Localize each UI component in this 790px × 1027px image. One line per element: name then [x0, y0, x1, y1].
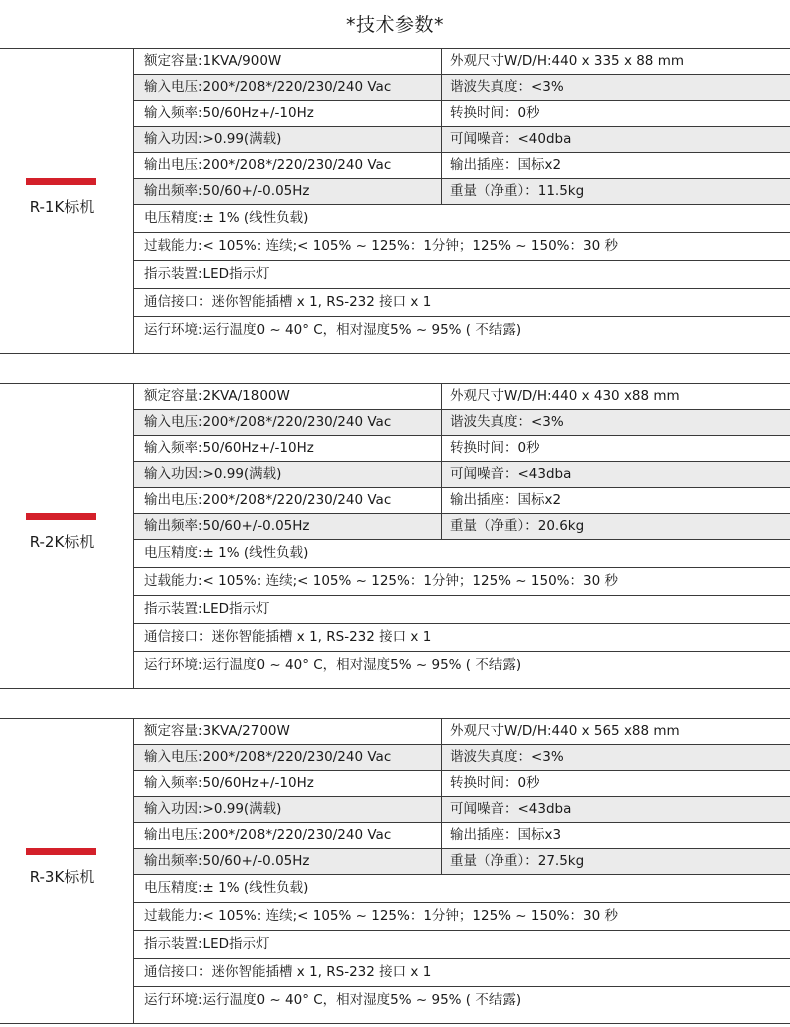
table-row	[134, 462, 790, 488]
table-row	[134, 410, 790, 436]
spec-cell: 转换时间：0秒	[450, 440, 540, 456]
spec-cell: 输入功因:>0.99(满载)	[134, 127, 442, 152]
model-label: R-3K标机	[29, 868, 95, 886]
spec-cell: 过载能力:< 105%: 连续;< 105% ~ 125%：1分钟；125% ~ 150%：30 秒	[144, 238, 618, 254]
spec-cell: 输入电压:200*/208*/220/230/240 Vac	[134, 410, 442, 435]
spec-rows	[134, 719, 790, 1015]
table-row	[134, 719, 790, 745]
spec-cell: 外观尺寸W/D/H:440 x 335 x 88 mm	[450, 53, 684, 69]
model-accent-bar	[26, 178, 96, 185]
spec-cell: 谐波失真度：<3%	[442, 75, 790, 100]
table-row	[134, 771, 790, 797]
spec-cell: 可闻噪音：<40dba	[442, 127, 790, 152]
table-row	[134, 959, 790, 987]
table-row	[134, 261, 790, 289]
spec-cell: 输入功因:>0.99(满载)	[134, 462, 442, 487]
spec-cell: 电压精度:± 1% (线性负载)	[144, 880, 309, 896]
spec-cell: 通信接口：迷你智能插槽 x 1, RS-232 接口 x 1	[144, 294, 432, 310]
model-accent-bar	[26, 513, 96, 520]
table-row	[134, 205, 790, 233]
spec-cell: 输入频率:50/60Hz+/-10Hz	[134, 771, 442, 796]
table-row	[134, 823, 790, 849]
table-row	[134, 317, 790, 345]
spec-cell: 外观尺寸W/D/H:440 x 565 x88 mm	[450, 723, 680, 739]
table-row	[134, 797, 790, 823]
spec-cell: 额定容量:1KVA/900W	[134, 49, 442, 74]
spec-cell: 输出频率:50/60+/-0.05Hz	[134, 849, 442, 874]
table-row	[134, 875, 790, 903]
spec-cell: 运行环境:运行温度0 ~ 40° C，相对湿度5% ~ 95% ( 不结露)	[144, 992, 522, 1008]
spec-cell: 输入电压:200*/208*/220/230/240 Vac	[134, 745, 442, 770]
spec-cell: 输入功因:>0.99(满载)	[134, 797, 442, 822]
spec-cell: 输出插座：国标x3	[450, 827, 562, 843]
table-row	[134, 384, 790, 410]
spec-cell: 电压精度:± 1% (线性负载)	[144, 210, 309, 226]
spec-cell: 输入频率:50/60Hz+/-10Hz	[134, 436, 442, 461]
table-row	[134, 849, 790, 875]
spec-table-r3k	[0, 718, 790, 1024]
table-row	[134, 127, 790, 153]
table-row	[134, 179, 790, 205]
table-row	[134, 745, 790, 771]
spec-cell: 谐波失真度：<3%	[442, 745, 790, 770]
table-row	[134, 289, 790, 317]
model-cell	[0, 384, 134, 688]
spec-cell: 额定容量:3KVA/2700W	[134, 719, 442, 744]
table-row	[134, 987, 790, 1015]
spec-cell: 指示装置:LED指示灯	[144, 936, 270, 952]
table-row	[134, 903, 790, 931]
spec-cell: 指示装置:LED指示灯	[144, 601, 270, 617]
table-row	[134, 931, 790, 959]
spec-cell: 外观尺寸W/D/H:440 x 430 x88 mm	[450, 388, 680, 404]
spec-cell: 输出电压:200*/208*/220/230/240 Vac	[134, 823, 442, 848]
table-row	[134, 101, 790, 127]
table-row	[134, 488, 790, 514]
spec-cell: 输出频率:50/60+/-0.05Hz	[134, 179, 442, 204]
spec-cell: 运行环境:运行温度0 ~ 40° C，相对湿度5% ~ 95% ( 不结露)	[144, 657, 522, 673]
spec-cell: 可闻噪音：<43dba	[442, 797, 790, 822]
spec-cell: 重量（净重）：11.5kg	[442, 179, 790, 204]
table-row	[134, 652, 790, 680]
spec-cell: 可闻噪音：<43dba	[442, 462, 790, 487]
model-label: R-2K标机	[29, 533, 95, 551]
spec-rows	[134, 384, 790, 680]
spec-rows	[134, 49, 790, 345]
model-label: R-1K标机	[29, 198, 95, 216]
table-row	[134, 514, 790, 540]
spec-cell: 重量（净重）：27.5kg	[442, 849, 790, 874]
spec-cell: 重量（净重）：20.6kg	[442, 514, 790, 539]
table-row	[134, 436, 790, 462]
spec-cell: 输出插座：国标x2	[450, 157, 562, 173]
spec-cell: 运行环境:运行温度0 ~ 40° C，相对湿度5% ~ 95% ( 不结露)	[144, 322, 522, 338]
spec-cell: 输出电压:200*/208*/220/230/240 Vac	[134, 488, 442, 513]
model-accent-bar	[26, 848, 96, 855]
spec-cell: 输出插座：国标x2	[450, 492, 562, 508]
spec-cell: 输出电压:200*/208*/220/230/240 Vac	[134, 153, 442, 178]
table-row	[134, 624, 790, 652]
spec-cell: 指示装置:LED指示灯	[144, 266, 270, 282]
spec-cell: 输出频率:50/60+/-0.05Hz	[134, 514, 442, 539]
model-cell	[0, 719, 134, 1023]
page-title: *技术参数*	[345, 14, 444, 36]
table-row	[134, 153, 790, 179]
spec-cell: 过载能力:< 105%: 连续;< 105% ~ 125%：1分钟；125% ~ 150%：30 秒	[144, 908, 618, 924]
spec-table-r1k	[0, 48, 790, 354]
table-row	[134, 233, 790, 261]
model-cell	[0, 49, 134, 353]
spec-cell: 转换时间：0秒	[450, 775, 540, 791]
spec-cell: 通信接口：迷你智能插槽 x 1, RS-232 接口 x 1	[144, 629, 432, 645]
table-row	[134, 596, 790, 624]
spec-cell: 谐波失真度：<3%	[442, 410, 790, 435]
spec-cell: 通信接口：迷你智能插槽 x 1, RS-232 接口 x 1	[144, 964, 432, 980]
spec-cell: 过载能力:< 105%: 连续;< 105% ~ 125%：1分钟；125% ~ 150%：30 秒	[144, 573, 618, 589]
spec-table-r2k	[0, 383, 790, 689]
table-row	[134, 49, 790, 75]
spec-cell: 输入频率:50/60Hz+/-10Hz	[134, 101, 442, 126]
table-row	[134, 75, 790, 101]
table-row	[134, 540, 790, 568]
spec-cell: 额定容量:2KVA/1800W	[134, 384, 442, 409]
spec-cell: 转换时间：0秒	[450, 105, 540, 121]
spec-cell: 输入电压:200*/208*/220/230/240 Vac	[134, 75, 442, 100]
table-row	[134, 568, 790, 596]
spec-cell: 电压精度:± 1% (线性负载)	[144, 545, 309, 561]
